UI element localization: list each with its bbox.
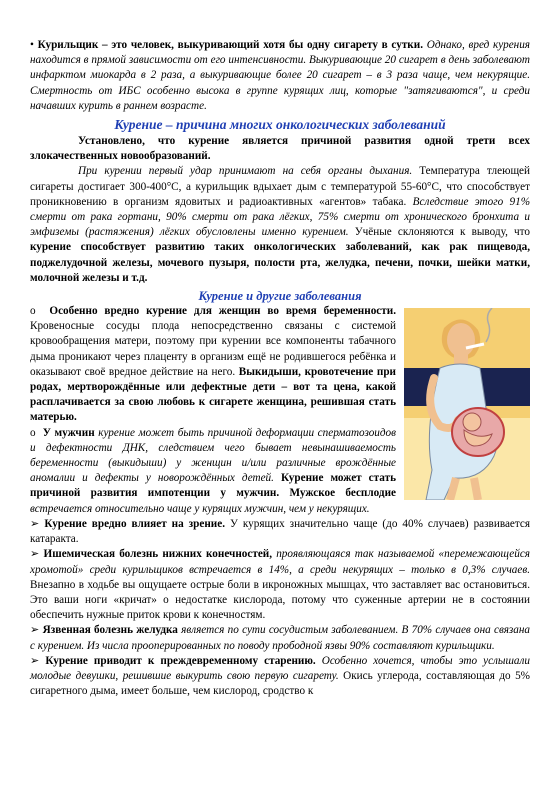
arrow-marker: ➢ — [30, 654, 40, 667]
mortality-italic: Вследствие этого 91% смерти от рака гортани, 90% смерти от рака лёгких, 75% смерти от хронического бронхита и эмфиземы (растяжения) лёгких обусловлены именно курением. — [30, 195, 531, 239]
men-lead: У мужчин — [42, 426, 95, 439]
intro-paragraph — [30, 38, 530, 114]
pregnancy-text: Кровеносные сосуды плода непосредственно связаны с системой кровообращения матери, поэтому при курении все компоненты табачного дыма проникают через плаценту в организм ещё не родившегося ребёнка и оказывают своё вредное действие на него. — [30, 320, 396, 378]
bullet-marker: • — [30, 39, 34, 51]
aging-lead: Курение приводит к преждевременному старению. — [45, 654, 316, 667]
men-italic: курение может быть причиной деформации сперматозоидов и дефектности ДНК, следствием чего бывает невынашиваемость беременности (выкидыши) у женщин и/или различные врождённые аномалии и дефекты у новорождённых детей. — [30, 426, 396, 485]
cancer-list: курение способствует развитию таких онкологических заболеваний, как рак пищевода, поджелудочной железы, мочевого пузыря, полости рта, желудка, печени, почки, шейки матки, молочной железы и т.д. — [30, 241, 530, 284]
ulcer-italic: является по сути сосудистым заболеванием. В 70% случаев она связана с курением. Из числа прооперированных по поводу прободной язвы 90% составляют курильщики. — [30, 624, 531, 652]
scientists-text: Учёные склоняются к выводу, что — [348, 226, 530, 239]
vision-text: У курящих значительно чаще (до 40% случаев) развивается катаракта. — [30, 517, 531, 546]
heading-other-diseases: Курение и другие заболевания — [198, 289, 362, 304]
arrow-marker: ➢ — [30, 624, 40, 637]
infertility-italic: встречается относительно чаще у курящих мужчин, чем у некурящих. — [30, 502, 370, 515]
oncology-lead: Установлено, что курение является причиной развития одной трети всех злокачественных новообразований. — [30, 135, 530, 163]
ischemia-paragraph — [30, 547, 530, 623]
pregnancy-consequences: Выкидыши, кровотечение при родах, мертворождённые или дефектные дети – вот та цена, какой расплачивается за свою любовь к сигарете женщина, решившая стать матерью. — [30, 365, 396, 424]
respiratory-italic: При курении первый удар принимают на себя органы дыхания. — [78, 165, 413, 178]
intro-text: Однако, вред курения находится в прямой зависимости от его интенсивности. Выкуривающие 20 сигарет в день заболевают инфарктом миокарда в 2 раза, а выкуривающие более 20 сигарет – в 3 раза чаще, чем некурящие. Смертность от ИБС особенно высока в группе курящих лиц, которые "затягиваются", и среди начавших курить в раннем возрасте. — [30, 39, 531, 112]
aging-italic: Особенно хочется, чтобы это услышали молодые девушки, решившие выкурить свою первую сигарету. — [30, 654, 530, 682]
list-marker: o — [30, 426, 36, 439]
arrow-marker: ➢ — [30, 548, 40, 561]
ischemia-text: Внезапно в ходьбе вы ощущаете острые боли в икроножных мышцах, что заставляет вас остановиться. Это ваши ноги «кричат» о недостатке кислорода, потому что суженные артерии не в состоянии обеспечить нужные приток крови к конечностям. — [30, 578, 530, 622]
ischemia-lead: Ишемическая болезнь нижних конечностей, — [43, 548, 273, 561]
list-marker: o — [30, 305, 36, 318]
oncology-paragraph — [30, 164, 530, 286]
aging-text: Окись углерода, составляющая до 5% сигаретного дыма, имеет больше, чем кислород, сродство к — [30, 669, 530, 698]
heading-oncology: Курение – причина многих онкологических заболеваний — [114, 117, 446, 133]
arrow-marker: ➢ — [30, 517, 40, 530]
ulcer-lead: Язвенная болезнь желудка — [42, 624, 178, 637]
vision-lead: Курение вредно влияет на зрение. — [44, 517, 226, 530]
pregnant-woman-illustration — [404, 308, 530, 500]
document-page — [30, 38, 530, 699]
ischemia-italic: проявляющаяся так называемой «перемежающейся хромотой» среди курильщиков встречается в 14%, а среди некурящих – только в 0,3% случаев. — [30, 548, 531, 576]
aging-paragraph — [30, 654, 530, 700]
pregnancy-lead: Особенно вредно курение для женщин во время беременности. — [49, 305, 396, 318]
ulcer-paragraph — [30, 623, 530, 653]
impotence-text: Курение может стать причиной развития импотенции у мужчин. Мужское бесплодие — [30, 472, 396, 500]
temperature-text: Температура тлеющей сигареты достигает 300-400°С, а курильщик вдыхает дым с температурой 55-60°С, что способствует проникновению в организм ядовитых и радиоактивных «агентов» табака. — [30, 165, 531, 208]
vision-paragraph — [30, 517, 530, 547]
smoker-definition: Курильщик – это человек, выкуривающий хотя бы одну сигарету в сутки. — [37, 39, 423, 51]
